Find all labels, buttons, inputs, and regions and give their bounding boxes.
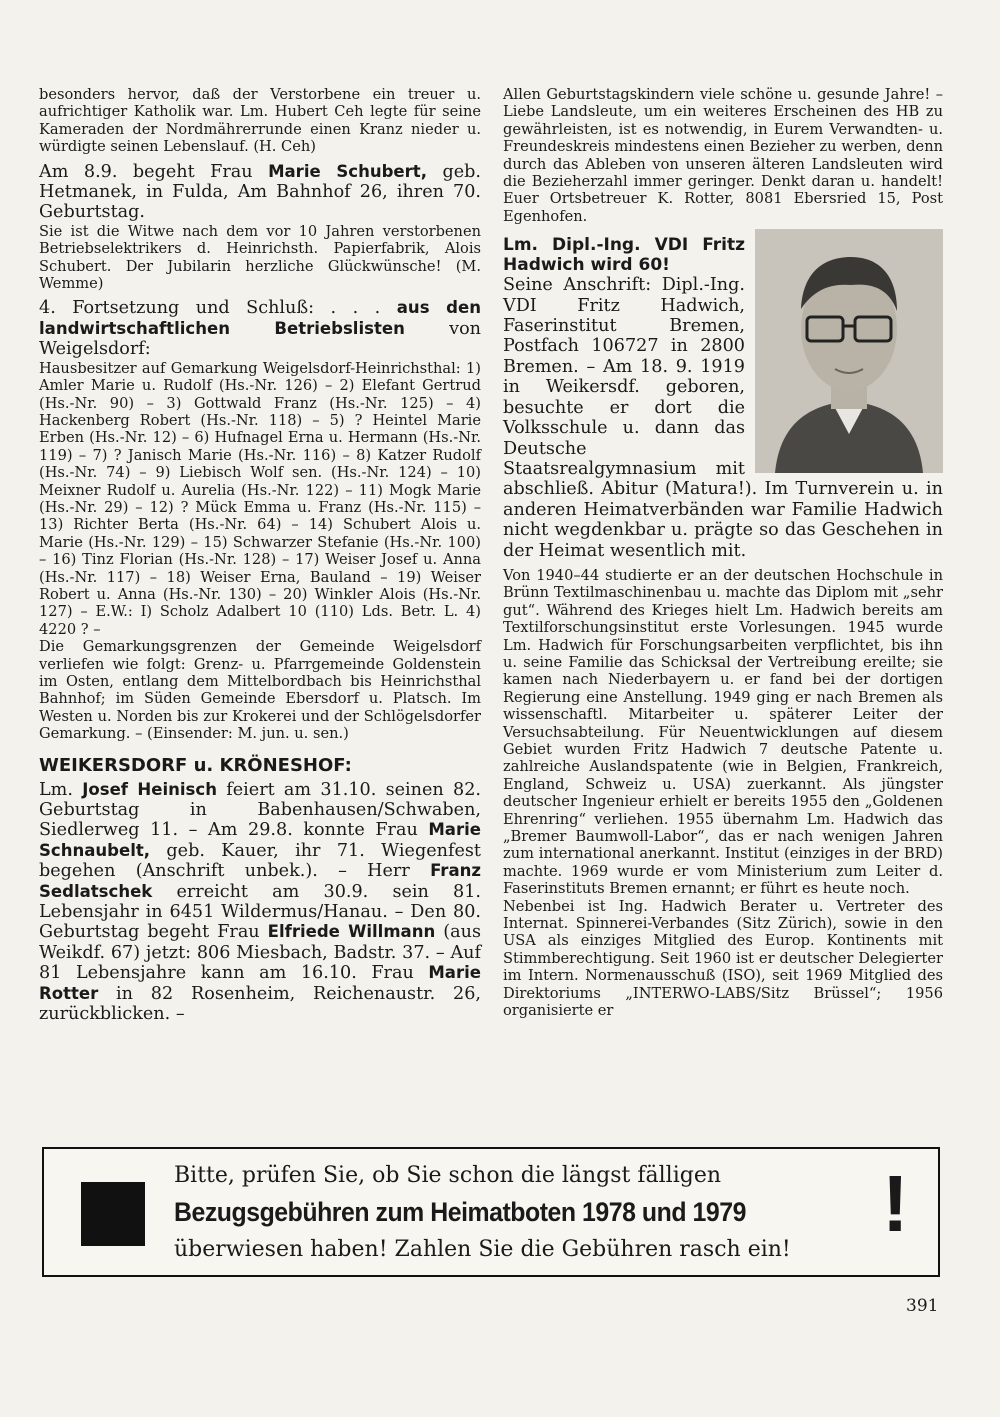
exclamation-mark: ! — [882, 1159, 909, 1248]
hadwich-intro: Seine Anschrift: Dipl.-Ing. VDI Fritz Hadwich, Faserinstitut Bremen, Postfach 106727 in 2800 Bremen. – Am 18. 9. 1919 in Weikersdf. geboren, besuchte er dort die Volksschule u. dann das Deutsche Staatsrealgymnasium mit abschließ. Abitur (Matura!). Im Turnverein u. in anderen Heimatverbänden war Familie Hadwich nicht wegdenkbar u. prägte so das Geschehen in der Heimat wesentlich mit. — [503, 275, 943, 561]
reminder-line-1: Bitte, prüfen Sie, ob Sie schon die längst fälligen — [174, 1163, 722, 1188]
reminder-line-3: überwiesen haben! Zahlen Sie die Gebühren rasch ein! — [174, 1237, 791, 1262]
black-square-icon — [81, 1182, 145, 1246]
obituary-end: besonders hervor, daß der Verstorbene ein treuer u. aufrichtiger Katholik war. Lm. Hubert Ceh legte für seine Kameraden der Nordmährerrunde einen Kranz nieder u. würdigte seinen Lebenslauf. (H. Ceh) — [39, 86, 481, 156]
birthday-schubert: Am 8.9. begeht Frau Marie Schubert, geb. Hetmanek, in Fulda, Am Bahnhof 26, ihren 70. Geburtstag. — [39, 161, 481, 223]
hadwich-career: Von 1940–44 studierte er an der deutschen Hochschule in Brünn Textilmaschinenbau u. machte das Diplom mit „sehr gut“. Während des Krieges hielt Lm. Hadwich bereits am Textilforschungsinstitut erste Vorlesungen. 1945 wurde Lm. Hadwich für Forschungsarbeiten verpflichtet, bis ihn u. seine Familie das Schicksal der Vertreibung ereilte; sie kamen nach Niederbayern u. er fand bei der dortigen Regierung eine Anstellung. 1949 ging er nach Bremen als wissenschaftl. Mitarbeiter u. späterer Leiter der Versuchsabteilung. Für Neuentwicklungen auf diesem Gebiet wurden Fritz Hadwich 7 deutsche Patente u. zahlreiche Auslandspatente (wie in Belgien, Frankreich, England, Schweiz u. USA) zuerkannt. Als jüngster deutscher Ingenieur erhielt er bereits 1955 den „Goldenen Ehrenring“ verliehen. 1955 übernahm Lm. Hadwich das „Bremer Baumwoll-Labor“, das er nach wenigen Jahren zum international anerkannt. Institut (einziges in der BRD) machte. 1969 wurde er vom Ministerium zum Leiter d. Faserinstituts Bremen ernannt; er führt es heute noch. — [503, 566, 943, 898]
fee-reminder-box — [42, 1147, 940, 1277]
greeting-appeal: Allen Geburtstagskindern viele schöne u. gesunde Jahre! – Liebe Landsleute, um ein weiteres Erscheinen des HB zu gewährleisten, ist es notwendig, in Eurem Verwandten- u. Freundeskreis mindestens einen Bezieher zu werben, denn durch das Ableben von unseren älteren Landsleuten wird die Bezieherzahl immer geringer. Denkt daran u. handelt! Euer Ortsbetreuer K. Rotter, 8081 Ebersried 15, Post Egenhofen. — [503, 86, 943, 225]
left-column — [39, 86, 481, 1025]
weikersdorf-birthdays: Lm. Josef Heinisch feiert am 31.10. seinen 82. Geburtstag in Babenhausen/Schwaben, Siedlerweg 11. – Am 29.8. konnte Frau Marie Schnaubelt, geb. Kauer, ihr 71. Wiegenfest begehen (Anschrift unbek.). – Herr Franz Sedlatschek erreicht am 30.9. sein 81. Lebensjahr in 6451 Wildermus/Hanau. – Den 80. Geburtstag begeht Frau Elfriede Willmann (aus Weikdf. 67) jetzt: 806 Miesbach, Badstr. 37. – Auf 81 Lebensjahre kann am 16.10. Frau Marie Rotter in 82 Rosenheim, Reichenaustr. 26, zurückblicken. – — [39, 779, 481, 1025]
house-owners-list: Hausbesitzer auf Gemarkung Weigelsdorf-Heinrichsthal: 1) Amler Marie u. Rudolf (Hs.-Nr. 126) – 2) Elefant Gertrud (Hs.-Nr. 90) – 3) Gottwald Franz (Hs.-Nr. 125) – 4) Hackenberg Robert (Hs.-Nr. 118) – 5) ? Heintel Marie Erben (Hs.-Nr. 12) – 6) Hufnagel Erna u. Hermann (Hs.-Nr. 119) – 7) ? Janisch Marie (Hs.-Nr. 116) – 8) Katzer Rudolf (Hs.-Nr. 74) – 9) Liebisch Wolf sen. (Hs.-Nr. 124) – 10) Meixner Rudolf u. Aurelia (Hs.-Nr. 122) – 11) Mogk Marie (Hs.-Nr. 29) – 12) ? Mück Emma u. Franz (Hs.-Nr. 115) – 13) Richter Berta (Hs.-Nr. 64) – 14) Schubert Alois u. Marie (Hs.-Nr. 129) – 15) Schwarzer Stefanie (Hs.-Nr. 100) – 16) Tinz Florian (Hs.-Nr. 128) – 17) Weiser Josef u. Anna (Hs.-Nr. 117) – 18) Weiser Erna, Bauland – 19) Weiser Robert u. Anna (Hs.-Nr. 130) – 20) Winkler Alois (Hs.-Nr. 127) – E.W.: I) Scholz Adalbert 10 (110) Lds. Betr. L. 4) 4220 ? – — [39, 359, 481, 638]
page-number: 391 — [906, 1296, 939, 1316]
hadwich-roles: Nebenbei ist Ing. Hadwich Berater u. Vertreter des Internat. Spinnerei-Verbandes (Sitz Zürich), sowie in den USA als einziges Mitglied des Europ. Kontinents mit Stimmberechtigung. Seit 1960 ist er deutscher Delegierter im Intern. Normenausschuß (ISO), seit 1969 Mitglied des Direktoriums „INTERWO-LABS/Sitz Brüssel“; 1956 organisierte er — [503, 897, 943, 1020]
boundaries-text: Die Gemarkungsgrenzen der Gemeinde Weigelsdorf verliefen wie folgt: Grenz- u. Pfarrgemeinde Goldenstein im Osten, entlang dem Mittelbordbach bis Heinrichsthal Bahnhof; im Süden Gemeinde Ebersdorf u. Platsch. Im Westen u. Norden bis zur Krokerei und der Schlögelsdorfer Gemarkung. – (Einsender: M. jun. u. sen.) — [39, 638, 481, 743]
listing-intro: 4. Fortsetzung und Schluß: . . . aus den landwirtschaftlichen Betriebslisten von Weigelsdorf: — [39, 298, 481, 360]
schubert-note: Sie ist die Witwe nach dem vor 10 Jahren verstorbenen Betriebselektrikers d. Heinrichsth. Papierfabrik, Alois Schubert. Der Jubilarin herzliche Glückwünsche! (M. Wemme) — [39, 222, 481, 293]
right-column — [503, 86, 943, 1020]
section-heading-weikersdorf: WEIKERSDORF u. KRÖNESHOF: — [39, 754, 352, 776]
portrait-image — [755, 229, 943, 473]
portrait-photo — [755, 229, 943, 473]
reminder-line-2: Bezugsgebühren zum Heimatboten 1978 und 1979 — [174, 1197, 746, 1227]
article-heading-hadwich: Lm. Dipl.-Ing. VDI Fritz Hadwich wird 60! — [503, 235, 745, 276]
